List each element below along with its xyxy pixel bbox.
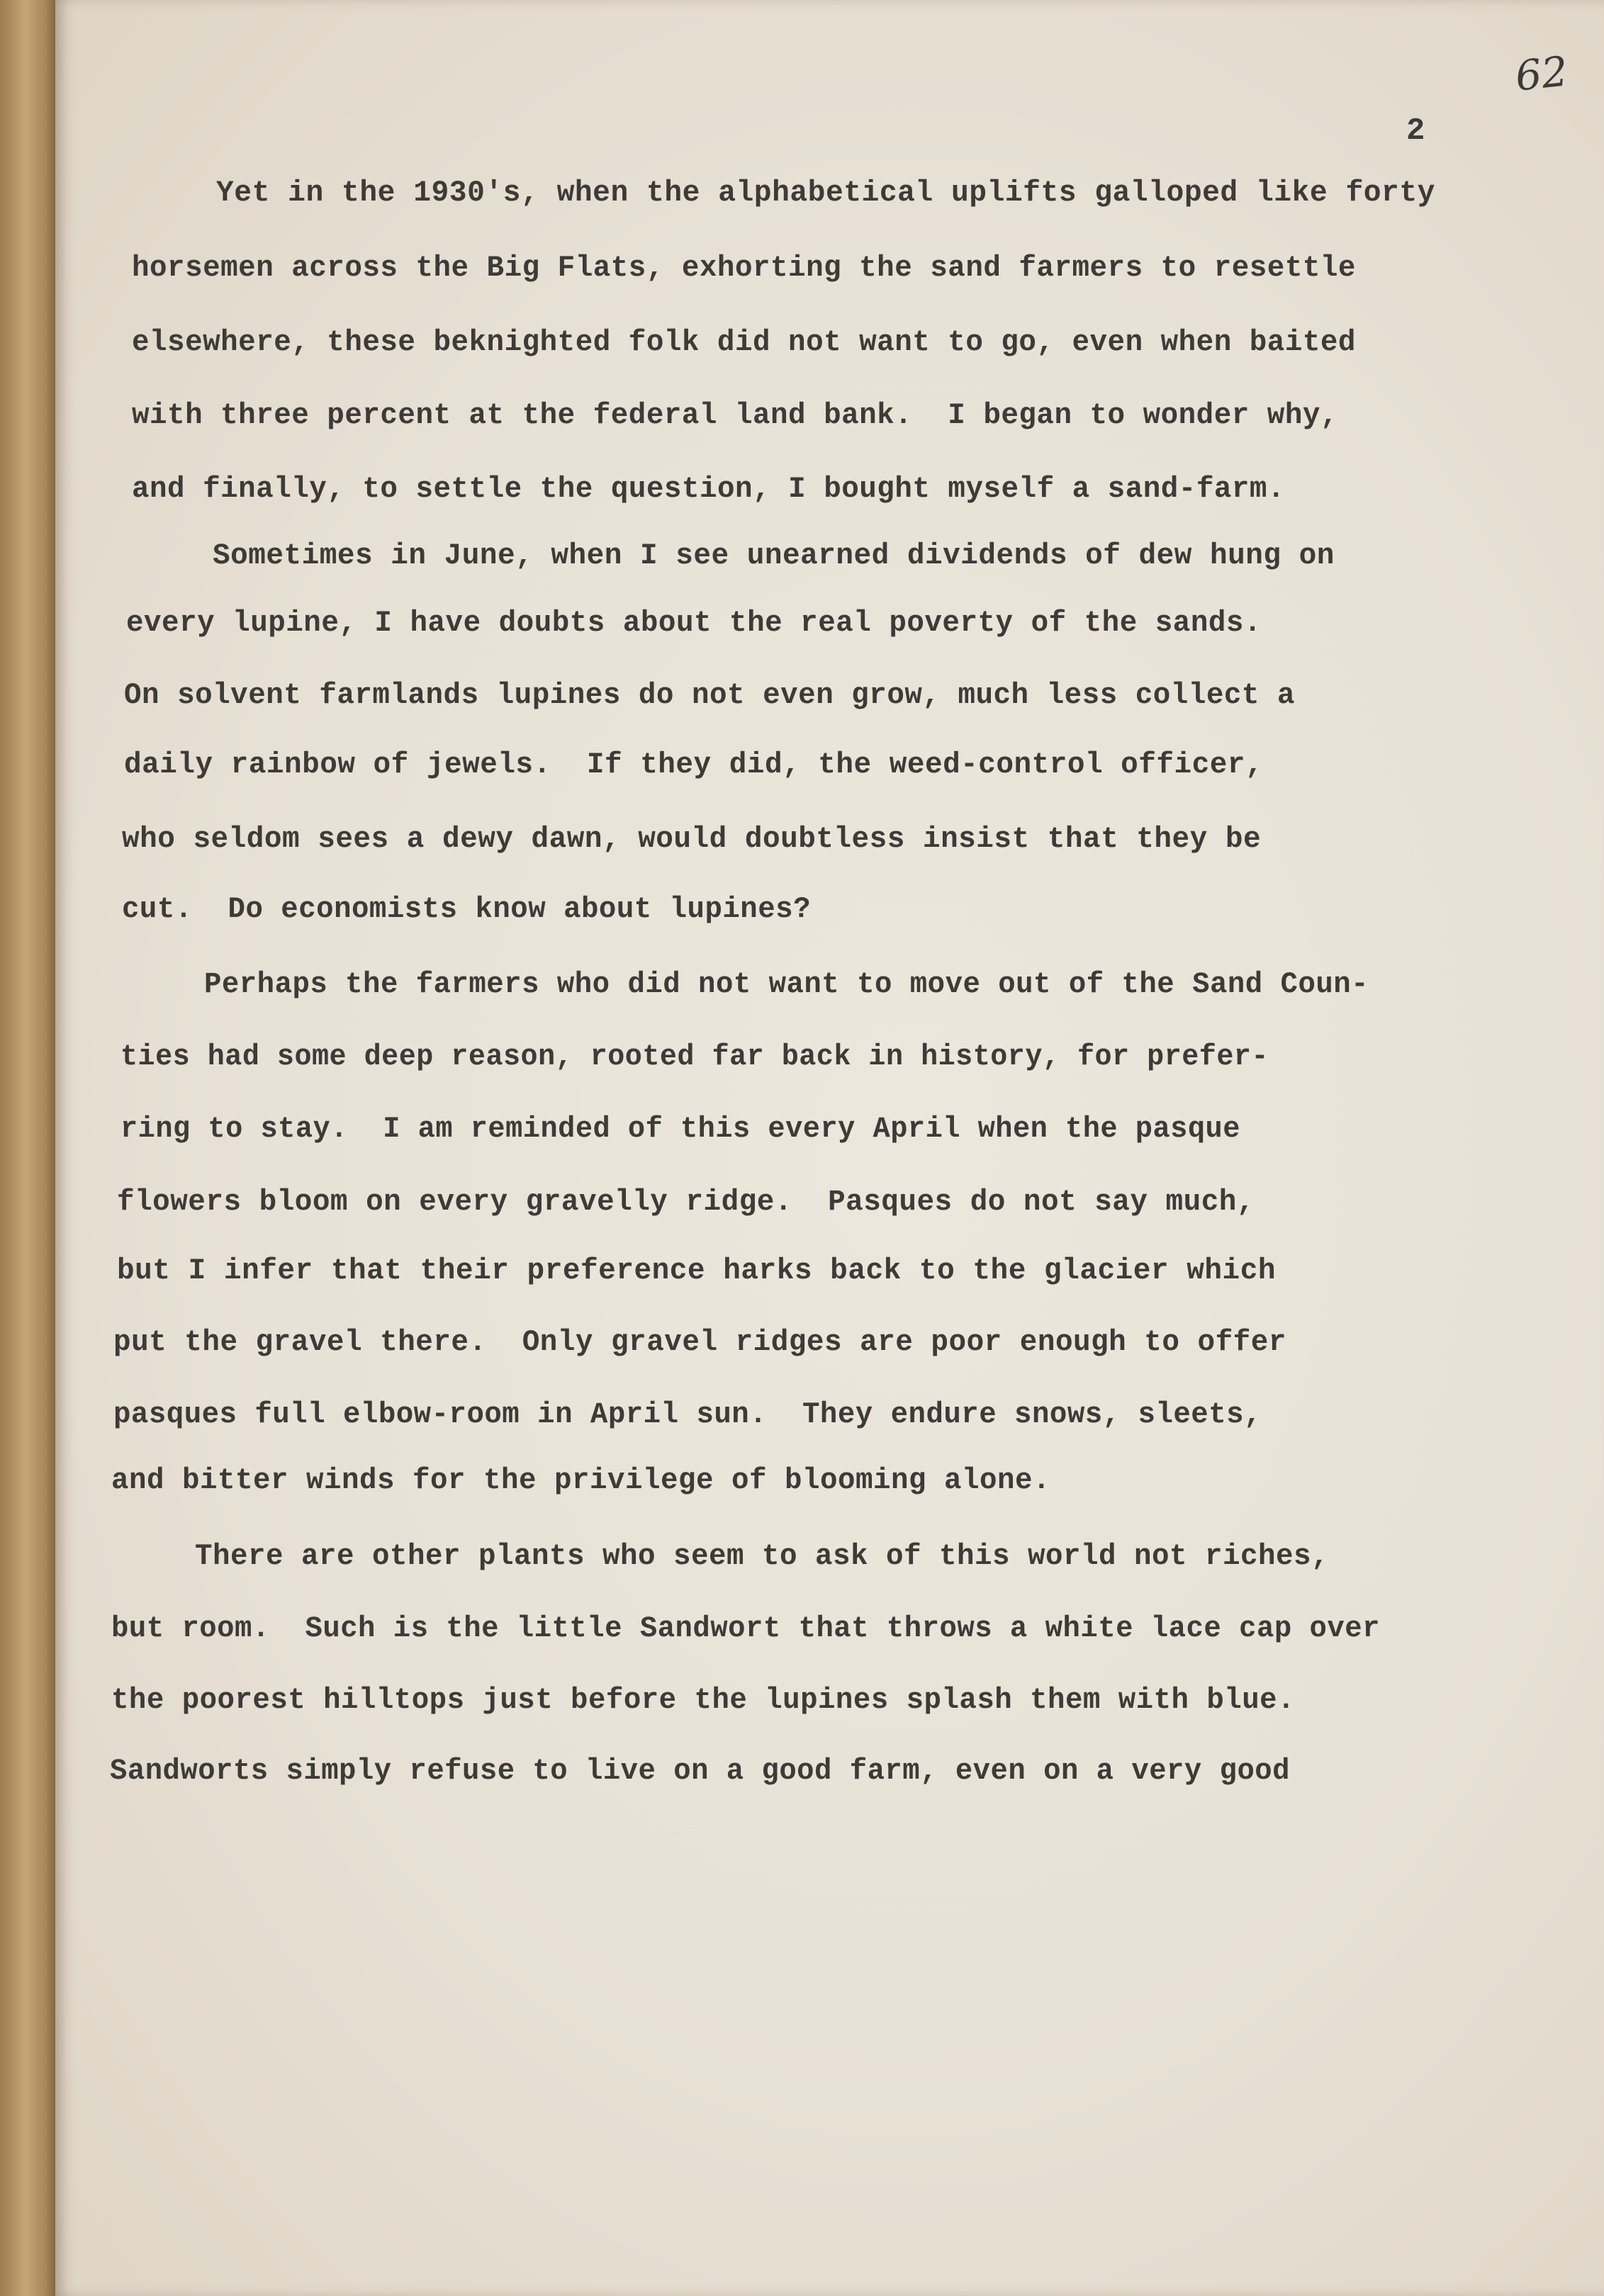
- text-line: daily rainbow of jewels. If they did, the weed-control officer,: [124, 748, 1264, 782]
- text-line: There are other plants who seem to ask of this world not riches,: [195, 1539, 1329, 1573]
- page-number: 2: [1406, 113, 1425, 149]
- text-line: horsemen across the Big Flats, exhorting the sand farmers to resettle: [132, 251, 1356, 285]
- text-line: pasques full elbow-room in April sun. They endure snows, sleets,: [113, 1397, 1262, 1431]
- text-line: flowers bloom on every gravelly ridge. Pasques do not say much,: [117, 1185, 1255, 1219]
- text-line: Sometimes in June, when I see unearned dividends of dew hung on: [213, 539, 1335, 573]
- text-line: but room. Such is the little Sandwort that throws a white lace cap over: [111, 1611, 1380, 1645]
- handwritten-page-annotation: 62: [1513, 47, 1571, 101]
- text-line: cut. Do economists know about lupines?: [122, 892, 811, 926]
- text-line: who seldom sees a dewy dawn, would doubtless insist that they be: [122, 822, 1262, 856]
- text-line: Perhaps the farmers who did not want to move out of the Sand Coun-: [204, 967, 1369, 1001]
- text-line: elsewhere, these beknighted folk did not want to go, even when baited: [132, 325, 1356, 359]
- text-line: and bitter winds for the privilege of blooming alone.: [111, 1463, 1051, 1497]
- text-line: put the gravel there. Only gravel ridges are poor enough to offer: [113, 1325, 1286, 1359]
- text-line: and finally, to settle the question, I bought myself a sand-farm.: [132, 472, 1286, 506]
- text-line: the poorest hilltops just before the lupines splash them with blue.: [111, 1683, 1296, 1717]
- text-line: Sandworts simply refuse to live on a good farm, even on a very good: [110, 1754, 1291, 1788]
- text-line: On solvent farmlands lupines do not even grow, much less collect a: [124, 678, 1296, 712]
- text-line: but I infer that their preference harks back to the glacier which: [117, 1254, 1277, 1288]
- text-line: ties had some deep reason, rooted far back in history, for prefer-: [120, 1040, 1269, 1074]
- text-line: Yet in the 1930's, when the alphabetical uplifts galloped like forty: [216, 176, 1435, 210]
- binding-edge: [0, 0, 57, 2296]
- text-line: with three percent at the federal land bank. I began to wonder why,: [132, 398, 1338, 432]
- text-line: ring to stay. I am reminded of this every April when the pasque: [120, 1112, 1240, 1146]
- text-line: every lupine, I have doubts about the real poverty of the sands.: [126, 606, 1262, 640]
